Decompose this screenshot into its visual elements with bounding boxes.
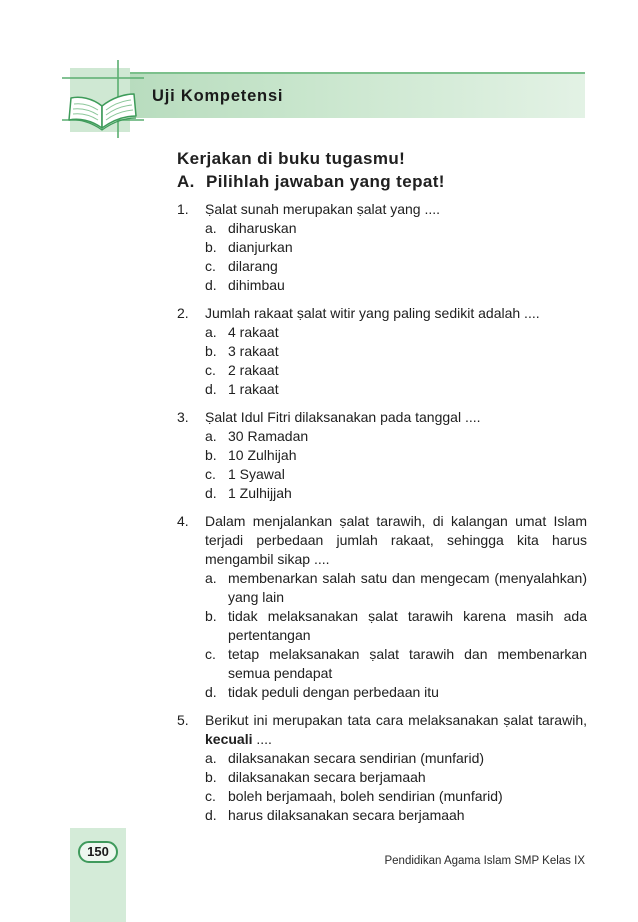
option-letter: d.	[205, 684, 217, 700]
question-body	[205, 200, 587, 295]
option-letter: d.	[205, 485, 217, 501]
question-number: 1.	[177, 201, 189, 217]
option-text: tidak peduli dengan perbedaan itu	[228, 684, 439, 700]
question-number: 5.	[177, 712, 189, 728]
option-a	[205, 749, 587, 768]
option-letter: b.	[205, 447, 217, 463]
option-text: tetap melaksanakan ṣalat tarawih dan membenarkan	[228, 646, 587, 662]
option-a	[205, 427, 587, 446]
option-text: 1 Zulhijjah	[228, 485, 292, 501]
option-text: 4 rakaat	[228, 324, 279, 340]
question-3	[177, 408, 587, 503]
question-5	[177, 711, 587, 825]
option-letter: a.	[205, 324, 217, 340]
question-body	[205, 711, 587, 825]
question-text: Dalam menjalankan ṣalat tarawih, di kalangan umat Islam	[205, 513, 587, 529]
option-letter: a.	[205, 428, 217, 444]
question-number: 2.	[177, 305, 189, 321]
option-letter: d.	[205, 381, 217, 397]
option-text: dihimbau	[228, 277, 285, 293]
option-b	[205, 607, 587, 645]
option-letter: c.	[205, 362, 216, 378]
page-number: 150	[78, 841, 118, 863]
question-body	[205, 512, 587, 702]
option-letter: c.	[205, 258, 216, 274]
question-1	[177, 200, 587, 295]
option-text: pertentangan	[228, 627, 311, 643]
book-title: Pendidikan Agama Islam SMP Kelas IX	[384, 855, 585, 867]
section-instruction: Pilihlah jawaban yang tepat!	[206, 172, 445, 191]
option-c	[205, 787, 587, 806]
option-text: 2 rakaat	[228, 362, 279, 378]
question-body	[205, 408, 587, 503]
option-text: 3 rakaat	[228, 343, 279, 359]
option-text: harus dilaksanakan secara berjamaah	[228, 807, 465, 823]
option-a	[205, 323, 587, 342]
option-a	[205, 569, 587, 607]
option-text: tidak melaksanakan ṣalat tarawih karena masih ada	[228, 608, 587, 624]
option-text: 30 Ramadan	[228, 428, 309, 444]
question-4	[177, 512, 587, 702]
option-b	[205, 238, 587, 257]
option-text: dianjurkan	[228, 239, 293, 255]
option-text: membenarkan salah satu dan mengecam (menyalahkan)	[228, 570, 587, 586]
option-letter: a.	[205, 220, 217, 236]
option-letter: b.	[205, 769, 217, 785]
section-title: Uji Kompetensi	[152, 87, 284, 105]
question-text: terjadi perbedaan jumlah rakaat, sehingga kita harus	[205, 532, 587, 548]
option-text: dilarang	[228, 258, 278, 274]
option-d	[205, 380, 587, 399]
option-b	[205, 342, 587, 361]
option-c	[205, 361, 587, 380]
question-emphasis: kecuali	[205, 731, 253, 747]
question-text: Ṣalat sunah merupakan ṣalat yang ....	[205, 201, 441, 217]
option-text: 1 rakaat	[228, 381, 279, 397]
option-letter: d.	[205, 807, 217, 823]
option-letter: c.	[205, 466, 216, 482]
question-text: Jumlah rakaat ṣalat witir yang paling sedikit adalah ....	[205, 305, 540, 321]
question-text	[205, 730, 587, 749]
question-list	[177, 200, 587, 825]
option-d	[205, 683, 587, 702]
option-letter: b.	[205, 239, 217, 255]
option-letter: a.	[205, 570, 217, 586]
question-number: 4.	[177, 513, 189, 529]
open-book-icon	[58, 56, 148, 140]
option-b	[205, 446, 587, 465]
option-d	[205, 276, 587, 295]
option-d	[205, 806, 587, 825]
question-number: 3.	[177, 409, 189, 425]
option-letter: b.	[205, 608, 217, 624]
option-text: 1 Syawal	[228, 466, 285, 482]
question-text: Berikut ini merupakan tata cara melaksanakan ṣalat tarawih,	[205, 712, 587, 728]
option-c	[205, 465, 587, 484]
question-text: mengambil sikap ....	[205, 551, 330, 567]
option-b	[205, 768, 587, 787]
option-text: semua pendapat	[228, 665, 333, 681]
option-letter: a.	[205, 750, 217, 766]
option-text: dilaksanakan secara berjamaah	[228, 769, 426, 785]
option-text: dilaksanakan secara sendirian (munfarid)	[228, 750, 485, 766]
question-body	[205, 304, 587, 399]
question-tail: ....	[252, 731, 272, 747]
section-letter: A.	[177, 172, 195, 191]
option-letter: b.	[205, 343, 217, 359]
option-c	[205, 257, 587, 276]
option-d	[205, 484, 587, 503]
option-letter: c.	[205, 646, 216, 662]
option-letter: c.	[205, 788, 216, 804]
option-a	[205, 219, 587, 238]
option-c	[205, 645, 587, 683]
section-header-band	[128, 72, 585, 118]
question-text: Ṣalat Idul Fitri dilaksanakan pada tanggal ....	[205, 409, 481, 425]
question-2	[177, 304, 587, 399]
instruction-text: Kerjakan di buku tugasmu!	[177, 149, 406, 168]
option-letter: d.	[205, 277, 217, 293]
instructions	[177, 147, 445, 193]
option-text: diharuskan	[228, 220, 297, 236]
option-text: 10 Zulhijah	[228, 447, 297, 463]
section-heading	[177, 170, 445, 193]
option-text: yang lain	[228, 589, 285, 605]
option-text: boleh berjamaah, boleh sendirian (munfarid)	[228, 788, 503, 804]
